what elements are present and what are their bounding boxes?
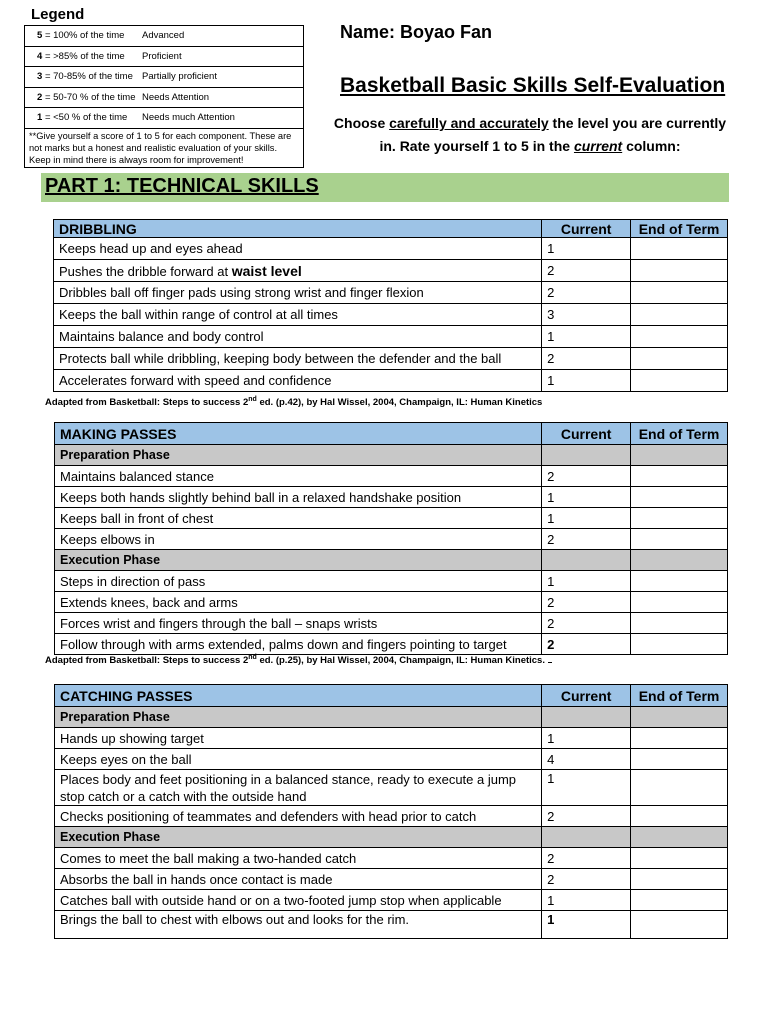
end-of-term-score[interactable] xyxy=(631,508,728,529)
current-score[interactable]: 1 xyxy=(542,911,631,939)
end-of-term-score[interactable] xyxy=(631,571,728,592)
skill-text: Keeps elbows in xyxy=(55,529,542,550)
current-score[interactable]: 1 xyxy=(542,238,631,260)
skill-text: Comes to meet the ball making a two-handed catch xyxy=(55,848,542,869)
dribbling-table xyxy=(53,219,728,392)
skill-text: Keeps head up and eyes ahead xyxy=(54,238,542,260)
table-row xyxy=(54,348,728,370)
legend-title: Legend xyxy=(31,6,85,23)
skill-text: Keeps the ball within range of control at all times xyxy=(54,304,542,326)
current-score[interactable]: 2 xyxy=(542,466,631,487)
current-score[interactable]: 1 xyxy=(542,770,631,806)
phase-heading: Preparation Phase xyxy=(55,445,542,466)
page-title: Basketball Basic Skills Self-Evaluation xyxy=(340,74,726,97)
skill-text: Protects ball while dribbling, keeping body between the defender and the ball xyxy=(54,348,542,370)
legend-range: = <50 % of the time xyxy=(44,112,128,124)
table-row xyxy=(55,466,728,487)
table-row xyxy=(55,848,728,869)
current-score[interactable]: 2 xyxy=(542,869,631,890)
table-header-row xyxy=(55,423,728,445)
table-row xyxy=(55,869,728,890)
phase-heading: Execution Phase xyxy=(55,827,542,848)
current-score[interactable]: 1 xyxy=(542,326,631,348)
phase-row xyxy=(55,707,728,728)
current-score[interactable]: 3 xyxy=(542,304,631,326)
skill-text: Keeps ball in front of chest xyxy=(55,508,542,529)
current-score[interactable]: 1 xyxy=(542,890,631,911)
end-of-term-score[interactable] xyxy=(631,749,728,770)
table-row xyxy=(55,770,728,806)
legend-label: Partially proficient xyxy=(142,71,217,83)
current-column-header: Current xyxy=(542,220,631,238)
end-of-term-column-header: End of Term xyxy=(631,685,728,707)
skill-text: Extends knees, back and arms xyxy=(55,592,542,613)
end-of-term-score[interactable] xyxy=(631,869,728,890)
legend-range: = 100% of the time xyxy=(44,30,125,42)
table-row xyxy=(54,370,728,392)
part-title: PART 1: TECHNICAL SKILLS xyxy=(45,175,319,197)
legend-range: = 70-85% of the time xyxy=(44,71,133,83)
catching-passes-table xyxy=(54,684,728,939)
table-row xyxy=(55,911,728,939)
legend-range: = >85% of the time xyxy=(44,50,125,62)
table-row xyxy=(55,508,728,529)
skill-text: Places body and feet positioning in a balanced stance, ready to execute a jump stop catch or a catch with the outside hand xyxy=(55,770,542,806)
legend-score: 5 xyxy=(37,30,43,42)
skill-text: Brings the ball to chest with elbows out and looks for the rim. xyxy=(55,911,542,939)
table-row xyxy=(54,326,728,348)
current-score[interactable]: 1 xyxy=(542,571,631,592)
legend-label: Needs Attention xyxy=(142,91,210,103)
legend-row xyxy=(25,26,304,47)
current-score[interactable]: 1 xyxy=(542,508,631,529)
section-heading: MAKING PASSES xyxy=(55,423,542,445)
end-of-term-score[interactable] xyxy=(631,728,728,749)
legend-row xyxy=(25,46,304,67)
end-of-term-score[interactable] xyxy=(631,238,728,260)
current-score[interactable]: 1 xyxy=(542,370,631,392)
table-row xyxy=(55,571,728,592)
section-heading: CATCHING PASSES xyxy=(55,685,542,707)
end-of-term-score[interactable] xyxy=(631,911,728,939)
instructions: Choose carefully and accurately the level you are currently in. Rate yourself 1 to 5 in the current column: xyxy=(333,115,727,154)
legend-label: Advanced xyxy=(142,30,185,42)
table-row xyxy=(55,529,728,550)
table-row xyxy=(54,304,728,326)
skill-text: Keeps eyes on the ball xyxy=(55,749,542,770)
part-banner xyxy=(41,173,729,202)
legend-note: **Give yourself a score of 1 to 5 for each component. These are not marks but a honest and realistic evaluation of your skills. Keep in mind there is always room for improvement! xyxy=(25,128,304,167)
legend-note-row xyxy=(25,128,304,167)
skill-text: Absorbs the ball in hands once contact is made xyxy=(55,869,542,890)
skill-text: Checks positioning of teammates and defenders with head prior to catch xyxy=(55,806,542,827)
current-score[interactable]: 2 xyxy=(542,348,631,370)
table-row xyxy=(55,634,728,655)
end-of-term-score[interactable] xyxy=(631,890,728,911)
end-of-term-column-header: End of Term xyxy=(631,423,728,445)
skill-text: Forces wrist and fingers through the ball – snaps wrists xyxy=(55,613,542,634)
table-row xyxy=(55,749,728,770)
end-of-term-score[interactable] xyxy=(631,260,728,282)
table-row xyxy=(55,890,728,911)
current-score[interactable]: 2 xyxy=(542,592,631,613)
legend-table xyxy=(24,25,304,168)
skill-text: Accelerates forward with speed and confidence xyxy=(54,370,542,392)
current-column-header: Current xyxy=(542,685,631,707)
current-score[interactable]: 2 xyxy=(542,529,631,550)
skill-text: Maintains balanced stance xyxy=(55,466,542,487)
current-score[interactable]: 1 xyxy=(542,728,631,749)
table-row xyxy=(54,282,728,304)
legend-score: 4 xyxy=(37,50,43,62)
table-row xyxy=(54,260,728,282)
end-of-term-score[interactable] xyxy=(631,466,728,487)
current-score[interactable]: 1 xyxy=(542,487,631,508)
skill-text: Keeps both hands slightly behind ball in a relaxed handshake position xyxy=(55,487,542,508)
end-of-term-score[interactable] xyxy=(631,634,728,655)
table-row xyxy=(54,238,728,260)
end-of-term-score[interactable] xyxy=(631,282,728,304)
current-score[interactable]: 2 xyxy=(542,806,631,827)
skill-text: Maintains balance and body control xyxy=(54,326,542,348)
legend-score: 2 xyxy=(37,91,43,103)
current-score[interactable]: 2 xyxy=(542,282,631,304)
current-score[interactable]: 2 xyxy=(542,634,631,655)
legend-row xyxy=(25,87,304,108)
phase-row xyxy=(55,827,728,848)
legend-label: Needs much Attention xyxy=(142,112,235,124)
current-score[interactable]: 2 xyxy=(542,613,631,634)
legend-range: = 50-70 % of the time xyxy=(44,91,136,103)
current-column-header: Current xyxy=(542,423,631,445)
table-row xyxy=(55,487,728,508)
table-row xyxy=(55,613,728,634)
skill-text: Pushes the dribble forward at waist level xyxy=(54,260,542,282)
table-header-row xyxy=(54,220,728,238)
end-of-term-column-header: End of Term xyxy=(631,220,728,238)
end-of-term-score[interactable] xyxy=(631,348,728,370)
table-header-row xyxy=(55,685,728,707)
end-of-term-score[interactable] xyxy=(631,848,728,869)
end-of-term-score[interactable] xyxy=(631,326,728,348)
legend-label: Proficient xyxy=(142,50,182,62)
citation: Adapted from Basketball: Steps to success 2nd ed. (p.42), by Hal Wissel, 2004, Champaign, IL: Human Kinetics xyxy=(45,396,543,409)
legend-row xyxy=(25,108,304,129)
section-heading: DRIBBLING xyxy=(54,220,542,238)
current-score[interactable]: 4 xyxy=(542,749,631,770)
phase-heading: Preparation Phase xyxy=(55,707,542,728)
current-score[interactable]: 2 xyxy=(542,848,631,869)
citation: Adapted from Basketball: Steps to success 2nd ed. (p.25), by Hal Wissel, 2004, Champaign, IL: Human Kinetics. xyxy=(45,654,552,666)
end-of-term-score[interactable] xyxy=(631,304,728,326)
end-of-term-score[interactable] xyxy=(631,613,728,634)
end-of-term-score[interactable] xyxy=(631,529,728,550)
legend-score: 1 xyxy=(37,112,43,124)
end-of-term-score[interactable] xyxy=(631,370,728,392)
student-name: Name: Boyao Fan xyxy=(340,22,493,42)
phase-heading: Execution Phase xyxy=(55,550,542,571)
phase-row xyxy=(55,445,728,466)
table-row xyxy=(55,728,728,749)
phase-row xyxy=(55,550,728,571)
legend-row xyxy=(25,67,304,88)
skill-text: Hands up showing target xyxy=(55,728,542,749)
end-of-term-score[interactable] xyxy=(631,806,728,827)
table-row xyxy=(55,806,728,827)
table-row xyxy=(55,592,728,613)
making-passes-table xyxy=(54,422,728,655)
skill-text: Catches ball with outside hand or on a two-footed jump stop when applicable xyxy=(55,890,542,911)
end-of-term-score[interactable] xyxy=(631,770,728,806)
end-of-term-score[interactable] xyxy=(631,487,728,508)
current-score[interactable]: 2 xyxy=(542,260,631,282)
skill-text: Steps in direction of pass xyxy=(55,571,542,592)
skill-text: Follow through with arms extended, palms down and fingers pointing to target xyxy=(55,634,542,655)
legend-score: 3 xyxy=(37,71,43,83)
skill-text: Dribbles ball off finger pads using strong wrist and finger flexion xyxy=(54,282,542,304)
end-of-term-score[interactable] xyxy=(631,592,728,613)
